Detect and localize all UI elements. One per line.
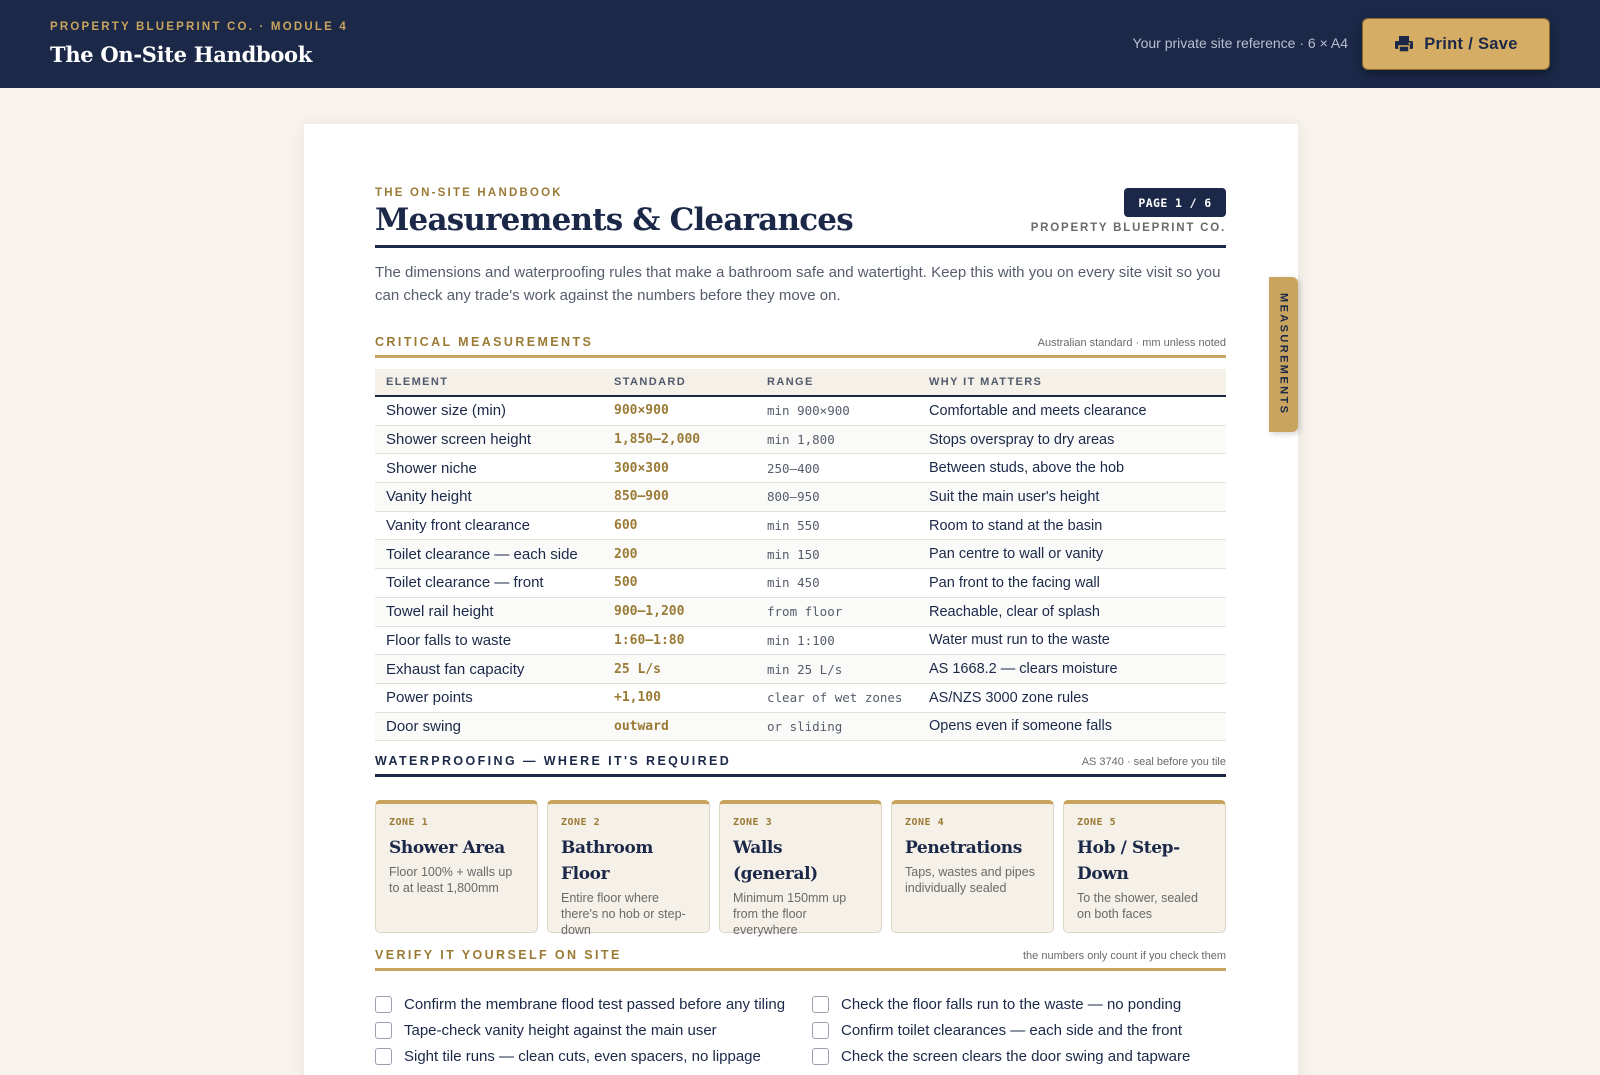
cell-range: min 1,800 [767, 432, 835, 448]
top-bar [0, 0, 1600, 88]
company-name: PROPERTY BLUEPRINT CO. [1030, 222, 1226, 234]
cell-why: AS 1668.2 — clears moisture [929, 661, 1118, 678]
checklist-item-text: Tape-check vanity height against the main user [404, 1022, 717, 1039]
measurements-heading: CRITICAL MEASUREMENTS [375, 335, 594, 349]
checklist-item[interactable] [375, 1022, 717, 1039]
checkbox[interactable] [375, 996, 392, 1013]
table-row [375, 426, 1226, 455]
checklist-item-text: Sight tile runs — clean cuts, even spacers, no lippage [404, 1048, 761, 1065]
cell-standard: 1:60–1:80 [614, 632, 685, 648]
table-row [375, 684, 1226, 713]
cell-why: Suit the main user's height [929, 488, 1100, 505]
cell-element: Vanity front clearance [386, 517, 530, 535]
zone-title: Bathroom Floor [561, 838, 654, 884]
cell-element: Shower niche [386, 459, 477, 477]
zone-card [1063, 800, 1226, 933]
zone-title: Penetrations [905, 838, 1022, 858]
print-save-button[interactable] [1362, 18, 1550, 70]
zone-card [719, 800, 882, 937]
table-row [375, 512, 1226, 541]
zone-card [375, 800, 538, 933]
zone-card [547, 800, 710, 937]
cell-why: Pan front to the facing wall [929, 574, 1100, 591]
table-header [375, 369, 1226, 397]
cell-range: 250–400 [767, 460, 820, 476]
cell-element: Power points [386, 689, 473, 707]
checklist-item[interactable] [375, 1048, 761, 1065]
checklist-item[interactable] [812, 996, 1181, 1013]
printer-icon [1394, 35, 1414, 53]
column-header-why: WHY IT MATTERS [929, 376, 1043, 388]
page-title: Measurements & Clearances [375, 202, 853, 238]
cell-why: Between studs, above the hob [929, 460, 1125, 477]
checklist-item-text: Confirm the membrane flood test passed before any tiling [404, 996, 786, 1013]
cell-why: Comfortable and meets clearance [929, 402, 1147, 419]
handbook-title: The On-Site Handbook [50, 42, 313, 67]
cell-element: Exhaust fan capacity [386, 660, 525, 678]
table-row [375, 569, 1226, 598]
checkbox[interactable] [375, 1022, 392, 1039]
cell-standard: 300×300 [614, 460, 669, 476]
table-row [375, 598, 1226, 627]
zone-card [891, 800, 1054, 933]
cell-why: Room to stand at the basin [929, 517, 1103, 534]
checkbox[interactable] [812, 1048, 829, 1065]
cell-range: min 150 [767, 546, 820, 562]
cell-standard: 25 L/s [614, 661, 661, 677]
checkbox[interactable] [812, 1022, 829, 1039]
zone-label: ZONE 3 [733, 817, 773, 828]
cell-standard: 1,850–2,000 [614, 432, 701, 448]
section-divider [375, 968, 1226, 971]
zone-description: Taps, wastes and pipes individually sealed [905, 865, 1035, 895]
title-divider [375, 245, 1226, 248]
verify-note: the numbers only count if you check them [1023, 950, 1226, 962]
cell-why: Stops overspray to dry areas [929, 431, 1115, 448]
waterproofing-zones [375, 800, 1226, 937]
measurements-note: Australian standard · mm unless noted [1037, 337, 1226, 349]
zone-label: ZONE 1 [389, 817, 429, 828]
checklist-item-text: Confirm toilet clearances — each side and the front [841, 1022, 1183, 1039]
intro-text: The dimensions and waterproofing rules that make a bathroom safe and watertight. Keep this with you on every site visit so you can check any trade's work against the numbers before they move on. [375, 264, 1221, 304]
checklist-item-text: Check the floor falls run to the waste — no ponding [841, 996, 1182, 1013]
module-kicker: PROPERTY BLUEPRINT CO. · MODULE 4 [50, 21, 348, 33]
cell-standard: 900×900 [614, 403, 669, 419]
zone-description: To the shower, sealed on both faces [1077, 891, 1198, 921]
table-body [375, 397, 1226, 741]
cell-standard: outward [614, 718, 669, 734]
cell-range: 800–950 [767, 489, 820, 505]
zone-title: Shower Area [389, 838, 505, 858]
cell-range: min 450 [767, 575, 820, 591]
column-header-element: ELEMENT [386, 376, 449, 388]
cell-range: min 550 [767, 518, 820, 534]
zone-label: ZONE 2 [561, 817, 601, 828]
checklist-item[interactable] [375, 996, 785, 1013]
table-row [375, 454, 1226, 483]
table-row [375, 713, 1226, 742]
cell-standard: 500 [614, 575, 638, 591]
table-row [375, 483, 1226, 512]
column-header-standard: STANDARD [614, 376, 687, 388]
zone-title: Hob / Step-Down [1077, 838, 1180, 884]
side-tab-label: MEASUREMENTS [1277, 293, 1290, 416]
table-row [375, 540, 1226, 569]
cell-standard: 600 [614, 518, 638, 534]
cell-range: min 900×900 [767, 403, 850, 419]
print-save-label: Print / Save [1424, 34, 1518, 53]
section-divider [375, 355, 1226, 358]
cell-range: clear of wet zones [767, 690, 903, 706]
cell-element: Floor falls to waste [386, 631, 512, 649]
zone-label: ZONE 4 [905, 817, 945, 828]
waterproofing-note: AS 3740 · seal before you tile [1081, 756, 1226, 768]
cell-element: Shower screen height [386, 431, 532, 449]
cell-why: Reachable, clear of splash [929, 603, 1100, 620]
checklist-item[interactable] [812, 1048, 1190, 1065]
cell-why: Water must run to the waste [929, 632, 1110, 649]
section-divider [375, 774, 1226, 777]
cell-element: Towel rail height [386, 603, 494, 621]
cell-why: Pan centre to wall or vanity [929, 546, 1104, 563]
cell-standard: 850–900 [614, 489, 669, 505]
section-side-tab[interactable] [1269, 277, 1298, 432]
zone-label: ZONE 5 [1077, 817, 1117, 828]
cell-element: Door swing [386, 717, 462, 735]
zone-description: Minimum 150mm up from the floor everywhere [733, 891, 847, 937]
cell-standard: 200 [614, 546, 638, 562]
table-row [375, 627, 1226, 656]
doc-kicker: THE ON-SITE HANDBOOK [375, 187, 563, 199]
column-header-range: RANGE [767, 376, 814, 388]
table-row [375, 397, 1226, 426]
checkbox[interactable] [812, 996, 829, 1013]
cell-why: AS/NZS 3000 zone rules [929, 689, 1089, 706]
cell-range: or sliding [767, 718, 843, 734]
zone-description: Floor 100% + walls up to at least 1,800mm [389, 865, 513, 895]
cell-element: Toilet clearance — each side [386, 545, 578, 563]
cell-element: Shower size (min) [386, 402, 507, 420]
cell-range: min 1:100 [767, 632, 835, 648]
cell-element: Toilet clearance — front [386, 574, 544, 592]
cell-element: Vanity height [386, 488, 472, 506]
cell-range: min 25 L/s [767, 661, 843, 677]
cell-standard: +1,100 [614, 690, 661, 706]
verify-heading: VERIFY IT YOURSELF ON SITE [375, 948, 622, 962]
checklist-item-text: Check the screen clears the door swing and tapware [841, 1048, 1191, 1065]
measurements-table [375, 369, 1226, 741]
zone-description: Entire floor where there's no hob or step-down [561, 891, 686, 937]
checklist-item[interactable] [812, 1022, 1182, 1039]
site-reference: Your private site reference · 6 × A4 [1132, 35, 1348, 51]
cell-standard: 900–1,200 [614, 604, 685, 620]
zone-title: Walls (general) [733, 838, 818, 884]
cell-range: from floor [767, 604, 843, 620]
page-number-badge: PAGE 1 / 6 [1124, 188, 1226, 217]
waterproofing-heading: WATERPROOFING — WHERE IT'S REQUIRED [375, 754, 732, 768]
checkbox[interactable] [375, 1048, 392, 1065]
cell-why: Opens even if someone falls [929, 718, 1112, 735]
table-row [375, 655, 1226, 684]
